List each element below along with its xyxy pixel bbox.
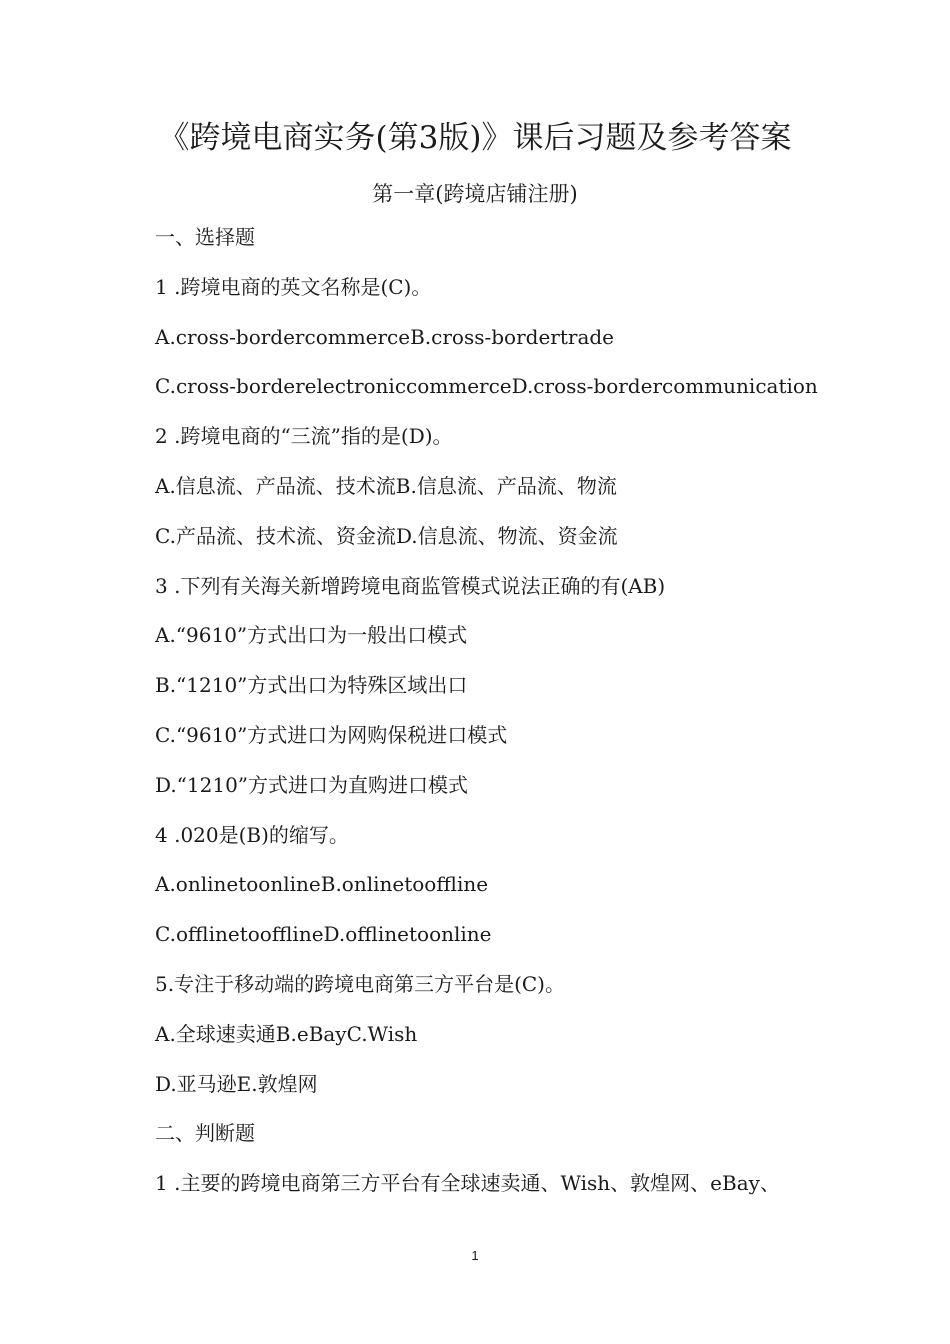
question-3: 3 .下列有关海关新增跨境电商监管模式说法正确的有(AB): [155, 573, 666, 598]
question-2-options-cd: C.产品流、技术流、资金流D.信息流、物流、资金流: [155, 523, 618, 548]
judgement-question-1: 1 .主要的跨境电商第三方平台有全球速卖通、Wish、敦煌网、eBay、: [155, 1171, 780, 1196]
question-3-option-b: B.“1210”方式出口为特殊区域出口: [155, 673, 468, 698]
question-2: 2 .跨境电商的“三流”指的是(D)。: [155, 424, 453, 449]
question-4: 4 .020是(B)的缩写。: [155, 822, 349, 847]
question-4-options-cd: C.offlinetoofflineD.offlinetoonline: [155, 922, 492, 947]
question-5: 5.专注于移动端的跨境电商第三方平台是(C)。: [155, 971, 565, 996]
document-title: 《跨境电商实务(第3版)》课后习题及参考答案: [158, 120, 792, 156]
question-3-option-a: A.“9610”方式出口为一般出口模式: [155, 623, 468, 648]
question-1: 1 .跨境电商的英文名称是(C)。: [155, 274, 432, 299]
question-5-options-de: D.亚马逊E.敦煌网: [155, 1071, 318, 1096]
question-3-option-d: D.“1210”方式进口为直购进口模式: [155, 772, 469, 797]
question-5-options-abc: A.全球速卖通B.eBayC.Wish: [155, 1021, 418, 1046]
section-heading-judgement: 二、判断题: [155, 1121, 255, 1146]
document-body: [155, 222, 935, 1218]
page-number: 1: [471, 1248, 479, 1263]
question-4-options-ab: A.onlinetoonlineB.onlinetooffline: [155, 872, 489, 897]
question-1-options-cd: C.cross-borderelectroniccommerceD.cross-bordercommunication: [155, 374, 818, 399]
question-1-options-ab: A.cross-bordercommerceB.cross-bordertrade: [155, 324, 615, 349]
question-2-options-ab: A.信息流、产品流、技术流B.信息流、产品流、物流: [155, 473, 617, 498]
section-heading-choice: 一、选择题: [155, 225, 255, 249]
chapter-title: 第一章(跨境店铺注册): [372, 182, 578, 206]
question-3-option-c: C.“9610”方式进口为网购保税进口模式: [155, 722, 508, 747]
